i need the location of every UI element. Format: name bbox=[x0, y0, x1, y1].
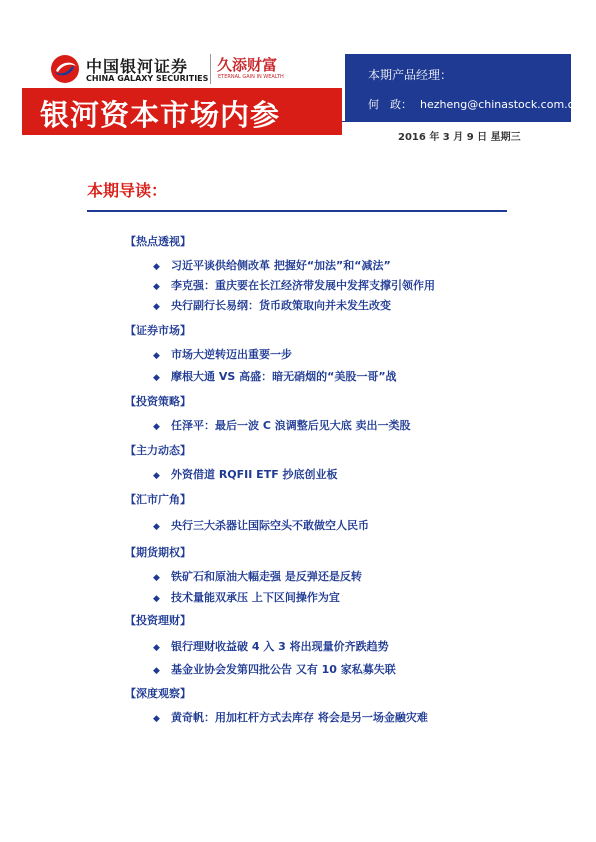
diamond-icon: ◆ bbox=[153, 666, 160, 676]
section-label: 【投资理财】 bbox=[125, 614, 191, 627]
list-item-text: 李克强：重庆要在长江经济带发展中发挥支撑引领作用 bbox=[171, 279, 435, 292]
section-label: 【主力动态】 bbox=[125, 444, 191, 457]
list-item[interactable] bbox=[153, 346, 292, 362]
section-label: 【投资策略】 bbox=[125, 395, 191, 408]
diamond-icon: ◆ bbox=[153, 282, 160, 292]
diamond-icon: ◆ bbox=[153, 522, 160, 532]
list-item[interactable] bbox=[153, 709, 428, 725]
intro-divider bbox=[87, 210, 507, 212]
section-label: 【汇市广角】 bbox=[125, 493, 191, 506]
list-item-text: 铁矿石和原油大幅走强 是反弹还是反转 bbox=[171, 570, 362, 583]
section-label: 【热点透视】 bbox=[125, 235, 191, 248]
list-item-text: 外资借道 RQFII ETF 抄底创业板 bbox=[171, 468, 338, 481]
list-item-text: 央行副行长易纲：货币政策取向并未发生改变 bbox=[171, 299, 391, 312]
list-item-text: 黄奇帆：用加杠杆方式去库存 将会是另一场金融灾难 bbox=[171, 711, 428, 724]
list-item[interactable] bbox=[153, 277, 435, 293]
list-item-text: 央行三大杀器让国际空头不敢做空人民币 bbox=[171, 519, 369, 532]
diamond-icon: ◆ bbox=[153, 422, 160, 432]
diamond-icon: ◆ bbox=[153, 643, 160, 653]
list-item[interactable] bbox=[153, 661, 396, 677]
manager-name: 何 政： bbox=[368, 98, 412, 111]
logo-en-text: CHINA GALAXY SECURITIES bbox=[86, 74, 209, 83]
diamond-icon: ◆ bbox=[153, 714, 160, 724]
list-item[interactable] bbox=[153, 466, 338, 482]
list-item[interactable] bbox=[153, 568, 362, 584]
intro-title: 本期导读： bbox=[87, 181, 168, 200]
list-item-text: 摩根大通 VS 高盛：暗无硝烟的“美股一哥”战 bbox=[171, 370, 397, 383]
manager-panel bbox=[345, 54, 581, 121]
section-label: 【深度观察】 bbox=[125, 687, 191, 700]
list-item-text: 基金业协会发第四批公告 又有 10 家私募失联 bbox=[171, 663, 396, 676]
logo-divider bbox=[210, 54, 211, 84]
diamond-icon: ◆ bbox=[153, 262, 160, 272]
issue-date: 2016 年 3 月 9 日 星期三 bbox=[398, 132, 521, 143]
section-label: 【证券市场】 bbox=[125, 324, 191, 337]
manager-contact bbox=[368, 96, 581, 112]
list-item-text: 技术量能双承压 上下区间操作为宜 bbox=[171, 591, 340, 604]
manager-label: 本期产品经理： bbox=[368, 68, 453, 82]
brand-logos bbox=[50, 52, 340, 88]
galaxy-logo-icon bbox=[50, 54, 80, 84]
list-item[interactable] bbox=[153, 368, 397, 384]
logo-cn-text: 中国银河证券 bbox=[86, 57, 189, 76]
diamond-icon: ◆ bbox=[153, 302, 160, 312]
list-item[interactable] bbox=[153, 517, 369, 533]
list-item-text: 市场大逆转迈出重要一步 bbox=[171, 348, 292, 361]
manager-email[interactable]: hezheng@chinastock.com.cn bbox=[420, 98, 581, 111]
list-item-text: 任泽平：最后一波 C 浪调整后见大底 卖出一类股 bbox=[171, 419, 411, 432]
diamond-icon: ◆ bbox=[153, 573, 160, 583]
diamond-icon: ◆ bbox=[153, 351, 160, 361]
list-item[interactable] bbox=[153, 417, 411, 433]
section-label: 【期货期权】 bbox=[125, 546, 191, 559]
logo2-en-text: ETERNAL GAIN IN WEALTH bbox=[218, 74, 284, 80]
title-banner bbox=[22, 88, 342, 135]
list-item[interactable] bbox=[153, 297, 391, 313]
diamond-icon: ◆ bbox=[153, 471, 160, 481]
header-divider bbox=[340, 121, 571, 122]
list-item[interactable] bbox=[153, 257, 391, 273]
diamond-icon: ◆ bbox=[153, 373, 160, 383]
list-item[interactable] bbox=[153, 638, 389, 654]
list-item[interactable] bbox=[153, 589, 340, 605]
list-item-text: 习近平谈供给侧改革 把握好“加法”和“减法” bbox=[171, 259, 391, 272]
logo2-cn-text: 久添财富 bbox=[217, 56, 278, 74]
diamond-icon: ◆ bbox=[153, 594, 160, 604]
list-item-text: 银行理财收益破 4 入 3 将出现量价齐跌趋势 bbox=[171, 640, 389, 653]
page-title: 银河资本市场内参 bbox=[40, 98, 281, 132]
